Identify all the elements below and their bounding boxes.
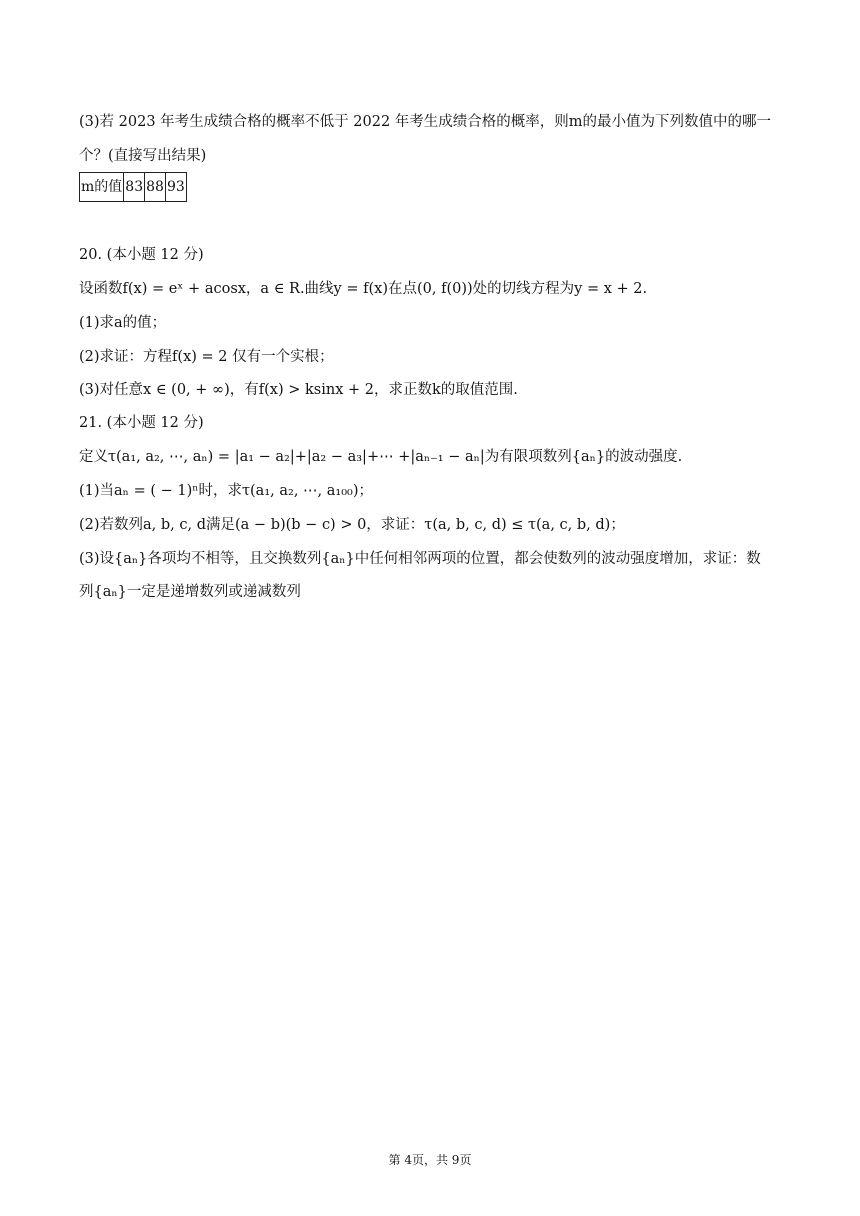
q21-part3-line1: (3)设{aₙ}各项均不相等，且交换数列{aₙ}中任何相邻两项的位置，都会使数列的波动强度增加，求证：数 bbox=[79, 551, 761, 567]
q20-header: 20. (本小题 12 分) bbox=[79, 247, 204, 263]
q21-header: 21. (本小题 12 分) bbox=[79, 415, 204, 431]
q20-part2: (2)求证：方程f(x) = 2 仅有一个实根； bbox=[79, 349, 334, 365]
table-row bbox=[80, 173, 187, 202]
q21-part2: (2)若数列a, b, c, d满足(a − b)(b − c) > 0，求证：τ(a, b, c, d) ≤ τ(a, c, b, d)； bbox=[79, 517, 625, 533]
q21-stem: 定义τ(a₁, a₂, ⋯, aₙ) = |a₁ − a₂|+|a₂ − a₃|+⋯ +|aₙ₋₁ − aₙ|为有限项数列{aₙ}的波动强度. bbox=[79, 449, 683, 465]
q21-part3-line2: 列{aₙ}一定是递增数列或递减数列 bbox=[79, 584, 301, 600]
q21-part1: (1)当aₙ = ( − 1)ⁿ时，求τ(a₁, a₂, ⋯, a₁₀₀)； bbox=[79, 483, 373, 499]
q20-part3: (3)对任意x ∈ (0, + ∞)，有f(x) > ksinx + 2，求正数k的取值范围. bbox=[79, 382, 518, 398]
q20-stem: 设函数f(x) = eˣ + acosx，a ∈ R.曲线y = f(x)在点(0, f(0))处的切线方程为y = x + 2. bbox=[79, 281, 648, 297]
table-cell: 93 bbox=[165, 173, 186, 202]
q19-part3-line2: 个？(直接写出结果) bbox=[79, 148, 207, 164]
q20-part1: (1)求a的值； bbox=[79, 315, 167, 331]
table-cell: 83 bbox=[124, 173, 145, 202]
table-cell: 88 bbox=[145, 173, 166, 202]
page-footer: 第 4页，共 9页 bbox=[388, 1153, 472, 1167]
q19-part3-line1: (3)若 2023 年考生成绩合格的概率不低于 2022 年考生成绩合格的概率，则m的最小值为下列数值中的哪一 bbox=[79, 114, 772, 130]
table-cell-label: m的值 bbox=[80, 173, 124, 202]
m-value-table bbox=[79, 172, 187, 202]
